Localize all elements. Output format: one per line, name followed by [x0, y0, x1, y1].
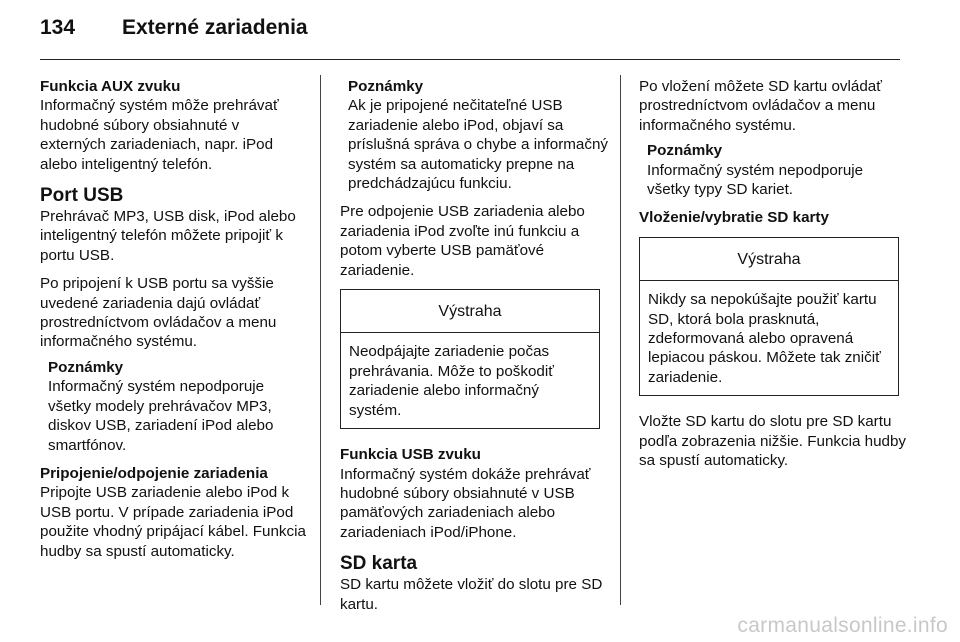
warning-title: Výstraha: [640, 238, 898, 281]
page-header: [40, 16, 308, 40]
note-text: Informačný systém nepodporuje všetky modely prehrávačov MP3, diskov USB, zariadení iPod alebo smartfónov.: [48, 378, 274, 454]
column-divider-2: [620, 75, 621, 605]
usb-audio-text: Informačný systém dokáže prehrávať hudobné súbory obsiahnuté v USB pamäťových zariadeniach alebo zariadeniach iPod/iPhone.: [340, 465, 591, 541]
connect-heading: Pripojenie/odpojenie zariadenia: [40, 464, 268, 482]
note-box: [647, 141, 907, 199]
note-text: Informačný systém nepodporuje všetky typy SD kariet.: [647, 161, 864, 199]
aux-heading: Funkcia AUX zvuku: [40, 78, 181, 95]
warning-text: Nikdy sa nepokúšajte použiť kartu SD, ktorá bola prasknutá, zdeformovaná alebo opravená lepiacou páskou. Môžete tak zničiť zariadenie.: [648, 291, 881, 386]
sd-card-text: SD kartu môžete vložiť do slotu pre SD kartu.: [340, 576, 603, 613]
note-box: [348, 77, 608, 193]
note-title: Poznámky: [48, 358, 124, 376]
column-3: [639, 77, 907, 471]
column-2: [340, 77, 608, 614]
column-divider-1: [320, 75, 321, 605]
note-title: Poznámky: [348, 78, 424, 95]
usb-port-text-1: Prehrávač MP3, USB disk, iPod alebo inteligentný telefón môžete pripojiť k portu USB.: [40, 208, 296, 264]
page-number: 134: [40, 16, 76, 39]
sd-card-heading: SD karta: [340, 553, 418, 575]
column-1: [40, 77, 308, 561]
disconnect-text: Pre odpojenie USB zariadenia alebo zariadenia iPod zvoľte inú funkciu a potom vyberte USB pamäťové zariadenie.: [340, 203, 585, 279]
warning-title: Výstraha: [341, 290, 599, 333]
watermark: carmanualsonline.info: [737, 614, 948, 637]
usb-port-text-2: Po pripojení k USB portu sa vyššie uvedené zariadenia dajú ovládať prostredníctvom ovládačov a menu informačného systému.: [40, 275, 277, 351]
warning-box: [340, 289, 600, 429]
insert-text: Vložte SD kartu do slotu pre SD kartu podľa zobrazenia nižšie. Funkcia hudby sa spustí automaticky.: [639, 413, 906, 470]
aux-text: Informačný systém môže prehrávať hudobné súbory obsiahnuté v externých zariadeniach, napr. iPod alebo inteligentný telefón.: [40, 97, 279, 173]
insert-heading: Vloženie/vybratie SD karty: [639, 209, 829, 227]
header-divider: [40, 59, 900, 60]
usb-audio-heading: Funkcia USB zvuku: [340, 446, 481, 464]
warning-box: [639, 237, 899, 396]
note-box: [48, 358, 308, 455]
warning-text: Neodpájajte zariadenie počas prehrávania. Môže to poškodiť zariadenie alebo informačný systém.: [349, 343, 554, 419]
sd-intro-text: Po vložení môžete SD kartu ovládať prostredníctvom ovládačov a menu informačného systému.: [639, 78, 882, 134]
note-title: Poznámky: [647, 142, 723, 160]
note-text: Ak je pripojené nečitateľné USB zariadenie alebo iPod, objaví sa príslušná správa o chybe a informačný systém sa automaticky prepne na predchádzajúcu funkciu.: [348, 97, 609, 193]
usb-port-heading: Port USB: [40, 185, 124, 207]
page-title: Externé zariadenia: [122, 16, 308, 39]
connect-text: Pripojte USB zariadenie alebo iPod k USB portu. V prípade zariadenia iPod použite vhodný pripájací kábel. Funkcia hudby sa spustí automaticky.: [40, 484, 306, 560]
